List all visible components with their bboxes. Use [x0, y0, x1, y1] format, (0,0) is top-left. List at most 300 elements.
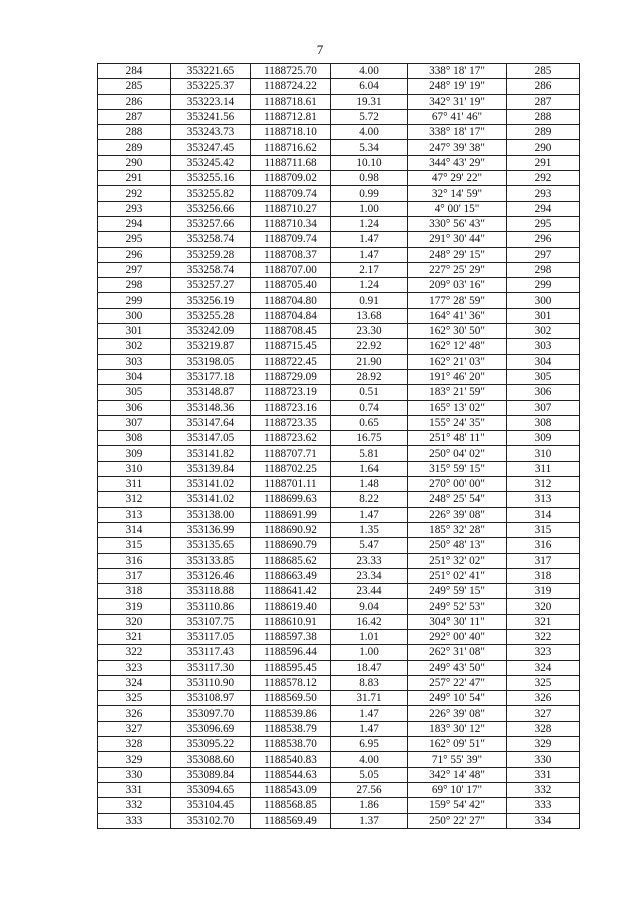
next-point-cell: 304	[507, 354, 580, 369]
x-coordinate-cell: 353110.90	[171, 675, 251, 690]
y-coordinate-cell: 1188723.62	[251, 431, 331, 446]
bearing-cell: 155° 24' 35"	[408, 415, 507, 430]
table-row	[98, 752, 580, 767]
table-row	[98, 553, 580, 568]
x-coordinate-cell: 353097.70	[171, 706, 251, 721]
y-coordinate-cell: 1188710.34	[251, 216, 331, 231]
distance-cell: 28.92	[331, 369, 408, 384]
bearing-cell: 69° 10' 17"	[408, 782, 507, 797]
bearing-cell: 177° 28' 59"	[408, 293, 507, 308]
y-coordinate-cell: 1188716.62	[251, 140, 331, 155]
point-number-cell: 322	[98, 645, 171, 660]
table-row	[98, 477, 580, 492]
y-coordinate-cell: 1188729.09	[251, 369, 331, 384]
next-point-cell: 315	[507, 522, 580, 537]
next-point-cell: 328	[507, 721, 580, 736]
x-coordinate-cell: 353104.45	[171, 798, 251, 813]
point-number-cell: 311	[98, 477, 171, 492]
point-number-cell: 301	[98, 324, 171, 339]
point-number-cell: 303	[98, 354, 171, 369]
table-row	[98, 140, 580, 155]
distance-cell: 22.92	[331, 339, 408, 354]
bearing-cell: 71° 55' 39"	[408, 752, 507, 767]
bearing-cell: 162° 30' 50"	[408, 324, 507, 339]
distance-cell: 4.00	[331, 125, 408, 140]
distance-cell: 5.72	[331, 109, 408, 124]
x-coordinate-cell: 353094.65	[171, 782, 251, 797]
distance-cell: 1.00	[331, 201, 408, 216]
x-coordinate-cell: 353102.70	[171, 813, 251, 828]
x-coordinate-cell: 353243.73	[171, 125, 251, 140]
next-point-cell: 301	[507, 308, 580, 323]
y-coordinate-cell: 1188723.16	[251, 400, 331, 415]
distance-cell: 0.99	[331, 186, 408, 201]
y-coordinate-cell: 1188711.68	[251, 155, 331, 170]
table-row	[98, 155, 580, 170]
distance-cell: 1.64	[331, 461, 408, 476]
distance-cell: 23.44	[331, 584, 408, 599]
bearing-cell: 338° 18' 17"	[408, 125, 507, 140]
y-coordinate-cell: 1188723.35	[251, 415, 331, 430]
point-number-cell: 329	[98, 752, 171, 767]
point-number-cell: 297	[98, 262, 171, 277]
point-number-cell: 306	[98, 400, 171, 415]
table-row	[98, 369, 580, 384]
bearing-cell: 249° 59' 15"	[408, 584, 507, 599]
table-row	[98, 262, 580, 277]
y-coordinate-cell: 1188707.00	[251, 262, 331, 277]
distance-cell: 8.83	[331, 675, 408, 690]
table-row	[98, 308, 580, 323]
x-coordinate-cell: 353259.28	[171, 247, 251, 262]
y-coordinate-cell: 1188715.45	[251, 339, 331, 354]
point-number-cell: 330	[98, 767, 171, 782]
bearing-cell: 250° 04' 02"	[408, 446, 507, 461]
distance-cell: 0.98	[331, 171, 408, 186]
next-point-cell: 292	[507, 171, 580, 186]
point-number-cell: 284	[98, 64, 171, 79]
bearing-cell: 191° 46' 20"	[408, 369, 507, 384]
x-coordinate-cell: 353136.99	[171, 522, 251, 537]
distance-cell: 2.17	[331, 262, 408, 277]
next-point-cell: 288	[507, 109, 580, 124]
x-coordinate-cell: 353221.65	[171, 64, 251, 79]
distance-cell: 0.91	[331, 293, 408, 308]
table-row	[98, 568, 580, 583]
next-point-cell: 325	[507, 675, 580, 690]
x-coordinate-cell: 353256.19	[171, 293, 251, 308]
point-number-cell: 332	[98, 798, 171, 813]
distance-cell: 1.24	[331, 278, 408, 293]
x-coordinate-cell: 353245.42	[171, 155, 251, 170]
x-coordinate-cell: 353255.82	[171, 186, 251, 201]
table-row	[98, 64, 580, 79]
next-point-cell: 307	[507, 400, 580, 415]
distance-cell: 6.04	[331, 79, 408, 94]
table-row	[98, 614, 580, 629]
point-number-cell: 296	[98, 247, 171, 262]
y-coordinate-cell: 1188718.61	[251, 94, 331, 109]
point-number-cell: 291	[98, 171, 171, 186]
table-row	[98, 691, 580, 706]
distance-cell: 23.34	[331, 568, 408, 583]
next-point-cell: 327	[507, 706, 580, 721]
point-number-cell: 312	[98, 492, 171, 507]
y-coordinate-cell: 1188690.79	[251, 538, 331, 553]
point-number-cell: 323	[98, 660, 171, 675]
next-point-cell: 300	[507, 293, 580, 308]
y-coordinate-cell: 1188722.45	[251, 354, 331, 369]
y-coordinate-cell: 1188709.74	[251, 232, 331, 247]
x-coordinate-cell: 353141.02	[171, 492, 251, 507]
table-row	[98, 339, 580, 354]
distance-cell: 1.00	[331, 645, 408, 660]
y-coordinate-cell: 1188701.11	[251, 477, 331, 492]
point-number-cell: 304	[98, 369, 171, 384]
distance-cell: 23.33	[331, 553, 408, 568]
y-coordinate-cell: 1188543.09	[251, 782, 331, 797]
table-row	[98, 293, 580, 308]
bearing-cell: 291° 30' 44"	[408, 232, 507, 247]
distance-cell: 1.47	[331, 232, 408, 247]
y-coordinate-cell: 1188724.22	[251, 79, 331, 94]
x-coordinate-cell: 353258.74	[171, 262, 251, 277]
point-number-cell: 320	[98, 614, 171, 629]
bearing-cell: 257° 22' 47"	[408, 675, 507, 690]
point-number-cell: 310	[98, 461, 171, 476]
distance-cell: 1.47	[331, 721, 408, 736]
next-point-cell: 308	[507, 415, 580, 430]
point-number-cell: 313	[98, 507, 171, 522]
y-coordinate-cell: 1188685.62	[251, 553, 331, 568]
bearing-cell: 226° 39' 08"	[408, 706, 507, 721]
bearing-cell: 270° 00' 00"	[408, 477, 507, 492]
distance-cell: 1.01	[331, 629, 408, 644]
point-number-cell: 293	[98, 201, 171, 216]
next-point-cell: 320	[507, 599, 580, 614]
distance-cell: 5.05	[331, 767, 408, 782]
bearing-cell: 251° 02' 41"	[408, 568, 507, 583]
y-coordinate-cell: 1188705.40	[251, 278, 331, 293]
y-coordinate-cell: 1188569.50	[251, 691, 331, 706]
point-number-cell: 324	[98, 675, 171, 690]
x-coordinate-cell: 353117.30	[171, 660, 251, 675]
bearing-cell: 250° 22' 27"	[408, 813, 507, 828]
point-number-cell: 299	[98, 293, 171, 308]
distance-cell: 1.47	[331, 706, 408, 721]
next-point-cell: 332	[507, 782, 580, 797]
y-coordinate-cell: 1188568.85	[251, 798, 331, 813]
x-coordinate-cell: 353107.75	[171, 614, 251, 629]
bearing-cell: 251° 32' 02"	[408, 553, 507, 568]
bearing-cell: 342° 31' 19"	[408, 94, 507, 109]
point-number-cell: 302	[98, 339, 171, 354]
point-number-cell: 309	[98, 446, 171, 461]
table-row	[98, 660, 580, 675]
distance-cell: 16.42	[331, 614, 408, 629]
bearing-cell: 250° 48' 13"	[408, 538, 507, 553]
bearing-cell: 183° 30' 12"	[408, 721, 507, 736]
y-coordinate-cell: 1188578.12	[251, 675, 331, 690]
y-coordinate-cell: 1188619.40	[251, 599, 331, 614]
bearing-cell: 185° 32' 28"	[408, 522, 507, 537]
next-point-cell: 317	[507, 553, 580, 568]
y-coordinate-cell: 1188538.79	[251, 721, 331, 736]
point-number-cell: 331	[98, 782, 171, 797]
y-coordinate-cell: 1188709.02	[251, 171, 331, 186]
distance-cell: 1.37	[331, 813, 408, 828]
y-coordinate-cell: 1188712.81	[251, 109, 331, 124]
y-coordinate-cell: 1188538.70	[251, 737, 331, 752]
table-row	[98, 247, 580, 262]
y-coordinate-cell: 1188709.74	[251, 186, 331, 201]
x-coordinate-cell: 353225.37	[171, 79, 251, 94]
x-coordinate-cell: 353257.27	[171, 278, 251, 293]
point-number-cell: 326	[98, 706, 171, 721]
table-row	[98, 599, 580, 614]
distance-cell: 1.47	[331, 507, 408, 522]
y-coordinate-cell: 1188596.44	[251, 645, 331, 660]
y-coordinate-cell: 1188610.91	[251, 614, 331, 629]
table-row	[98, 721, 580, 736]
distance-cell: 19.31	[331, 94, 408, 109]
y-coordinate-cell: 1188569.49	[251, 813, 331, 828]
y-coordinate-cell: 1188595.45	[251, 660, 331, 675]
table-row	[98, 813, 580, 828]
x-coordinate-cell: 353177.18	[171, 369, 251, 384]
point-number-cell: 315	[98, 538, 171, 553]
next-point-cell: 285	[507, 64, 580, 79]
next-point-cell: 294	[507, 201, 580, 216]
point-number-cell: 327	[98, 721, 171, 736]
point-number-cell: 316	[98, 553, 171, 568]
page-number: 7	[316, 42, 324, 57]
y-coordinate-cell: 1188704.84	[251, 308, 331, 323]
distance-cell: 9.04	[331, 599, 408, 614]
next-point-cell: 309	[507, 431, 580, 446]
distance-cell: 0.51	[331, 385, 408, 400]
bearing-cell: 159° 54' 42"	[408, 798, 507, 813]
point-number-cell: 319	[98, 599, 171, 614]
point-number-cell: 325	[98, 691, 171, 706]
table-row	[98, 522, 580, 537]
y-coordinate-cell: 1188641.42	[251, 584, 331, 599]
distance-cell: 23.30	[331, 324, 408, 339]
y-coordinate-cell: 1188708.37	[251, 247, 331, 262]
point-number-cell: 298	[98, 278, 171, 293]
x-coordinate-cell: 353242.09	[171, 324, 251, 339]
table-row	[98, 538, 580, 553]
next-point-cell: 323	[507, 645, 580, 660]
point-number-cell: 308	[98, 431, 171, 446]
point-number-cell: 294	[98, 216, 171, 231]
bearing-cell: 164° 41' 36"	[408, 308, 507, 323]
table-row	[98, 186, 580, 201]
coordinates-table-body	[98, 64, 580, 829]
table-row	[98, 201, 580, 216]
table-row	[98, 278, 580, 293]
x-coordinate-cell: 353139.84	[171, 461, 251, 476]
y-coordinate-cell: 1188544.63	[251, 767, 331, 782]
x-coordinate-cell: 353258.74	[171, 232, 251, 247]
bearing-cell: 344° 43' 29"	[408, 155, 507, 170]
bearing-cell: 4° 00' 15"	[408, 201, 507, 216]
distance-cell: 1.86	[331, 798, 408, 813]
x-coordinate-cell: 353247.45	[171, 140, 251, 155]
x-coordinate-cell: 353108.97	[171, 691, 251, 706]
next-point-cell: 290	[507, 140, 580, 155]
bearing-cell: 248° 19' 19"	[408, 79, 507, 94]
table-row	[98, 782, 580, 797]
next-point-cell: 296	[507, 232, 580, 247]
distance-cell: 5.81	[331, 446, 408, 461]
distance-cell: 1.24	[331, 216, 408, 231]
x-coordinate-cell: 353135.65	[171, 538, 251, 553]
next-point-cell: 305	[507, 369, 580, 384]
table-row	[98, 645, 580, 660]
next-point-cell: 334	[507, 813, 580, 828]
point-number-cell: 289	[98, 140, 171, 155]
point-number-cell: 288	[98, 125, 171, 140]
bearing-cell: 32° 14' 59"	[408, 186, 507, 201]
next-point-cell: 321	[507, 614, 580, 629]
table-row	[98, 109, 580, 124]
bearing-cell: 162° 21' 03"	[408, 354, 507, 369]
table-row	[98, 446, 580, 461]
y-coordinate-cell: 1188691.99	[251, 507, 331, 522]
next-point-cell: 297	[507, 247, 580, 262]
y-coordinate-cell: 1188663.49	[251, 568, 331, 583]
bearing-cell: 248° 29' 15"	[408, 247, 507, 262]
next-point-cell: 298	[507, 262, 580, 277]
next-point-cell: 313	[507, 492, 580, 507]
table-row	[98, 385, 580, 400]
bearing-cell: 330° 56' 43"	[408, 216, 507, 231]
y-coordinate-cell: 1188540.83	[251, 752, 331, 767]
x-coordinate-cell: 353256.66	[171, 201, 251, 216]
bearing-cell: 292° 00' 40"	[408, 629, 507, 644]
y-coordinate-cell: 1188723.19	[251, 385, 331, 400]
next-point-cell: 286	[507, 79, 580, 94]
bearing-cell: 209° 03' 16"	[408, 278, 507, 293]
point-number-cell: 287	[98, 109, 171, 124]
bearing-cell: 227° 25' 29"	[408, 262, 507, 277]
next-point-cell: 311	[507, 461, 580, 476]
table-row	[98, 400, 580, 415]
x-coordinate-cell: 353118.88	[171, 584, 251, 599]
bearing-cell: 248° 25' 54"	[408, 492, 507, 507]
distance-cell: 10.10	[331, 155, 408, 170]
next-point-cell: 329	[507, 737, 580, 752]
point-number-cell: 321	[98, 629, 171, 644]
point-number-cell: 305	[98, 385, 171, 400]
next-point-cell: 319	[507, 584, 580, 599]
table-row	[98, 232, 580, 247]
next-point-cell: 312	[507, 477, 580, 492]
bearing-cell: 162° 12' 48"	[408, 339, 507, 354]
table-row	[98, 461, 580, 476]
x-coordinate-cell: 353148.87	[171, 385, 251, 400]
bearing-cell: 67° 41' 46"	[408, 109, 507, 124]
distance-cell: 31.71	[331, 691, 408, 706]
x-coordinate-cell: 353117.43	[171, 645, 251, 660]
bearing-cell: 162° 09' 51"	[408, 737, 507, 752]
distance-cell: 1.35	[331, 522, 408, 537]
bearing-cell: 251° 48' 11"	[408, 431, 507, 446]
x-coordinate-cell: 353241.56	[171, 109, 251, 124]
x-coordinate-cell: 353126.46	[171, 568, 251, 583]
x-coordinate-cell: 353141.02	[171, 477, 251, 492]
point-number-cell: 318	[98, 584, 171, 599]
distance-cell: 18.47	[331, 660, 408, 675]
next-point-cell: 291	[507, 155, 580, 170]
table-row	[98, 507, 580, 522]
bearing-cell: 249° 43' 50"	[408, 660, 507, 675]
x-coordinate-cell: 353138.00	[171, 507, 251, 522]
distance-cell: 27.56	[331, 782, 408, 797]
y-coordinate-cell: 1188708.45	[251, 324, 331, 339]
bearing-cell: 226° 39' 08"	[408, 507, 507, 522]
next-point-cell: 302	[507, 324, 580, 339]
table-row	[98, 79, 580, 94]
distance-cell: 4.00	[331, 752, 408, 767]
point-number-cell: 317	[98, 568, 171, 583]
x-coordinate-cell: 353141.82	[171, 446, 251, 461]
coordinates-table	[97, 63, 580, 829]
y-coordinate-cell: 1188699.63	[251, 492, 331, 507]
bearing-cell: 165° 13' 02"	[408, 400, 507, 415]
point-number-cell: 292	[98, 186, 171, 201]
distance-cell: 5.47	[331, 538, 408, 553]
y-coordinate-cell: 1188597.38	[251, 629, 331, 644]
distance-cell: 0.74	[331, 400, 408, 415]
table-row	[98, 798, 580, 813]
table-row	[98, 324, 580, 339]
next-point-cell: 326	[507, 691, 580, 706]
y-coordinate-cell: 1188539.86	[251, 706, 331, 721]
next-point-cell: 287	[507, 94, 580, 109]
bearing-cell: 262° 31' 08"	[408, 645, 507, 660]
y-coordinate-cell: 1188710.27	[251, 201, 331, 216]
point-number-cell: 314	[98, 522, 171, 537]
distance-cell: 5.34	[331, 140, 408, 155]
distance-cell: 0.65	[331, 415, 408, 430]
next-point-cell: 331	[507, 767, 580, 782]
next-point-cell: 303	[507, 339, 580, 354]
next-point-cell: 314	[507, 507, 580, 522]
table-row	[98, 629, 580, 644]
table-row	[98, 125, 580, 140]
x-coordinate-cell: 353223.14	[171, 94, 251, 109]
y-coordinate-cell: 1188702.25	[251, 461, 331, 476]
table-row	[98, 171, 580, 186]
next-point-cell: 318	[507, 568, 580, 583]
next-point-cell: 316	[507, 538, 580, 553]
point-number-cell: 286	[98, 94, 171, 109]
x-coordinate-cell: 353147.05	[171, 431, 251, 446]
point-number-cell: 307	[98, 415, 171, 430]
y-coordinate-cell: 1188704.80	[251, 293, 331, 308]
distance-cell: 6.95	[331, 737, 408, 752]
bearing-cell: 338° 18' 17"	[408, 64, 507, 79]
x-coordinate-cell: 353088.60	[171, 752, 251, 767]
distance-cell: 4.00	[331, 64, 408, 79]
table-row	[98, 415, 580, 430]
point-number-cell: 300	[98, 308, 171, 323]
x-coordinate-cell: 353117.05	[171, 629, 251, 644]
y-coordinate-cell: 1188718.10	[251, 125, 331, 140]
next-point-cell: 322	[507, 629, 580, 644]
